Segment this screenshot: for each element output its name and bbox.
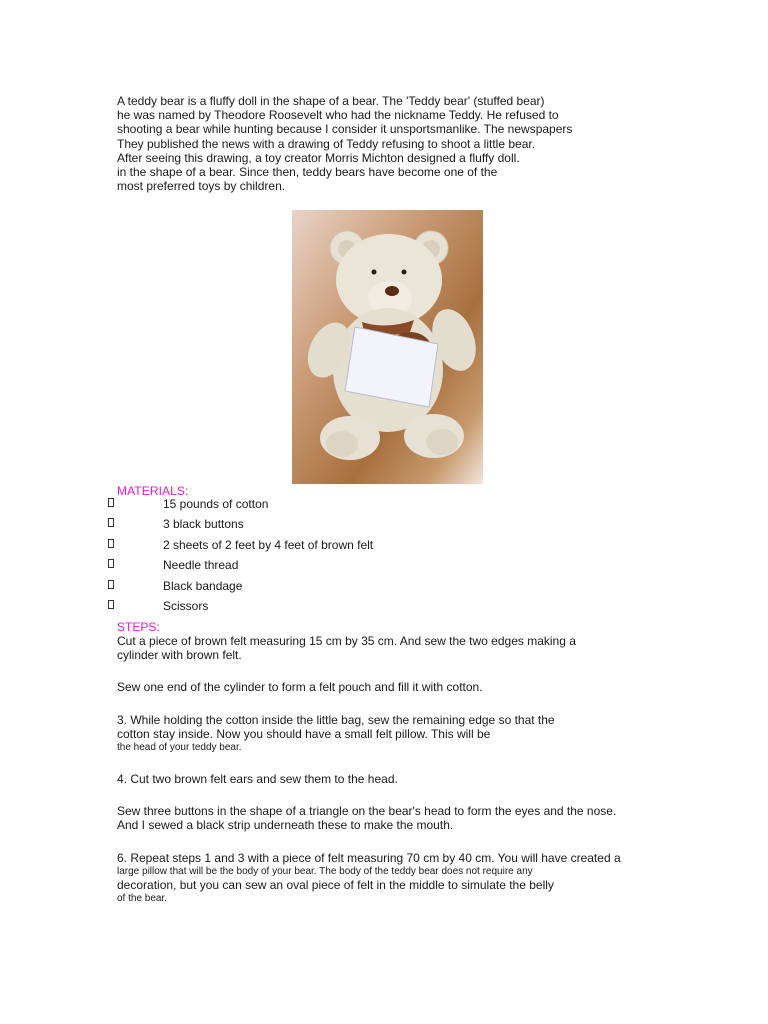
- step-paragraph: [117, 634, 677, 662]
- step-line: large pillow that will be the body of your bear. The body of the teddy bear does not require any: [117, 865, 533, 877]
- step-line: Sew three buttons in the shape of a triangle on the bear's head to form the eyes and the nose.: [117, 804, 617, 819]
- intro-line: shooting a bear while hunting because I consider it unsportsmanlike. The newspapers: [117, 122, 573, 137]
- step-paragraph: [117, 713, 677, 754]
- step-line: of the bear.: [117, 893, 168, 905]
- materials-heading: MATERIALS:: [117, 484, 189, 498]
- intro-line: most preferred toys by children.: [117, 179, 286, 194]
- missing-glyph-icon: [108, 559, 114, 568]
- material-label: 2 sheets of 2 feet by 4 feet of brown felt: [163, 537, 374, 552]
- material-label: 3 black buttons: [163, 517, 244, 532]
- step-paragraph: [117, 680, 677, 694]
- step-line: cotton stay inside. Now you should have a small felt pillow. This will be: [117, 726, 491, 741]
- teddy-bear-illustration: [292, 210, 483, 484]
- material-label: Scissors: [163, 598, 209, 613]
- intro-line: A teddy bear is a fluffy doll in the shape of a bear. The 'Teddy bear' (stuffed bear): [117, 94, 545, 108]
- step-line: 6. Repeat steps 1 and 3 with a piece of felt measuring 70 cm by 40 cm. You will have created a: [117, 850, 621, 865]
- step-line: 4. Cut two brown felt ears and sew them to the head.: [117, 772, 398, 787]
- intro-line: They published the news with a drawing of Teddy refusing to shoot a little bear.: [117, 136, 536, 151]
- step-line: Sew one end of the cylinder to form a felt pouch and fill it with cotton.: [117, 680, 483, 695]
- intro-line: he was named by Theodore Roosevelt who had the nickname Teddy. He refused to: [117, 108, 559, 123]
- missing-glyph-icon: [108, 518, 114, 527]
- material-label: 15 pounds of cotton: [163, 497, 269, 511]
- missing-glyph-icon: [108, 498, 114, 507]
- intro-line: in the shape of a bear. Since then, teddy bears have become one of the: [117, 165, 498, 180]
- material-label: Black bandage: [163, 578, 243, 593]
- missing-glyph-icon: [108, 539, 114, 548]
- step-paragraph: [117, 772, 677, 786]
- step-paragraph: [117, 804, 677, 832]
- material-label: Needle thread: [163, 558, 239, 573]
- step-line: 3. While holding the cotton inside the little bag, sew the remaining edge so that the: [117, 712, 555, 727]
- teddy-bear-photo: [292, 210, 483, 484]
- step-paragraph: [117, 851, 677, 905]
- missing-glyph-icon: [108, 600, 114, 609]
- intro-line: After seeing this drawing, a toy creator Morris Michton designed a fluffy doll.: [117, 150, 520, 165]
- intro-paragraph: [117, 94, 677, 193]
- step-line: Cut a piece of brown felt measuring 15 cm by 35 cm. And sew the two edges making a: [117, 634, 576, 648]
- step-line: the head of your teddy bear.: [117, 742, 242, 754]
- steps-section: [117, 634, 677, 923]
- step-line: decoration, but you can sew an oval piece of felt in the middle to simulate the belly: [117, 877, 554, 892]
- step-line: And I sewed a black strip underneath these to make the mouth.: [117, 818, 454, 833]
- missing-glyph-icon: [108, 580, 114, 589]
- steps-heading: STEPS:: [117, 620, 160, 634]
- step-line: cylinder with brown felt.: [117, 648, 242, 663]
